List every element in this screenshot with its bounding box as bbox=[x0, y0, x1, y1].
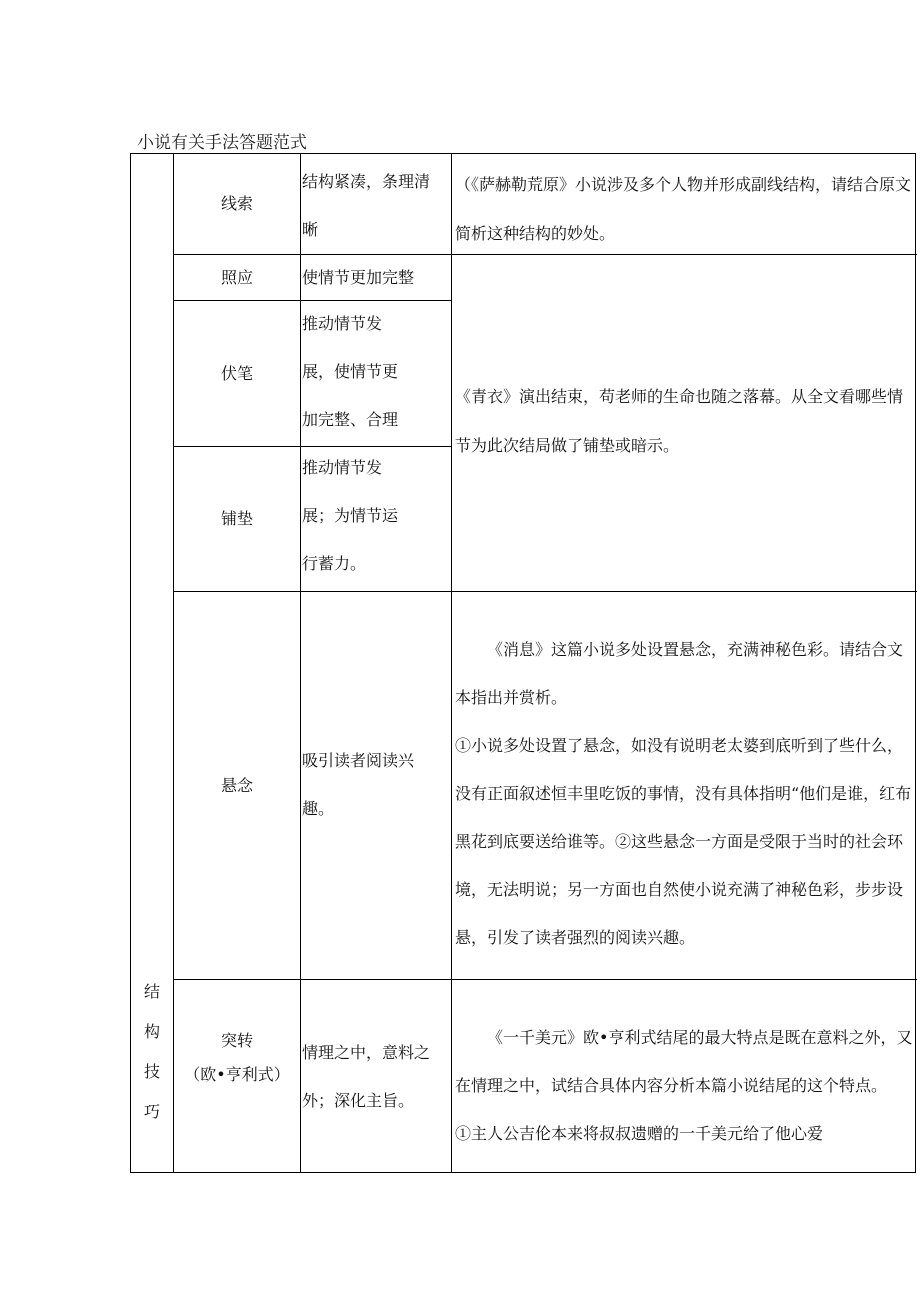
effect-tuzhuan: 情理之中，意料之外；深化主旨。 bbox=[302, 1043, 431, 1110]
term-xuannian: 悬念 bbox=[220, 775, 253, 795]
example-xuannian-question: 《消息》这篇小说多处设置悬念，充满神秘色彩。请结合文本指出并赏析。 bbox=[455, 640, 904, 707]
effect-zhaoying: 使情节更加完整 bbox=[302, 268, 415, 287]
term-xiansuo: 线索 bbox=[220, 194, 253, 213]
effect-pudian: 推动情节发展；为情节运行蓄力。 bbox=[302, 458, 399, 573]
page-title: 小说有关手法答题范式 bbox=[137, 133, 307, 153]
example-xiansuo: （《萨赫勒荒原》小说涉及多个人物并形成副线结构，请结合原文简析这种结构的妙处。 bbox=[455, 175, 912, 243]
techniques-table bbox=[130, 153, 916, 1173]
effect-xuannian: 吸引读者阅读兴趣。 bbox=[302, 751, 415, 818]
example-tuzhuan-answer: ①主人公吉伦本来将叔叔遗赠的一千美元给了他心爱 bbox=[455, 1124, 824, 1143]
example-foreshadowing: 《青衣》演出结束，苟老师的生命也随之落幕。从全文看哪些情节为此次结局做了铺垫或暗示。 bbox=[455, 387, 904, 455]
term-pudian: 铺垫 bbox=[220, 509, 253, 528]
category-label bbox=[131, 972, 173, 1132]
category-char: 巧 bbox=[143, 1102, 160, 1121]
term-tuzhuan-sub: （欧•亨利式） bbox=[184, 1065, 290, 1084]
example-xuannian-answer: ①小说多处设置了悬念，如没有说明老太婆到底听到了些什么，没有正面叙述恒丰里吃饭的事情，没有具体指明“他们是谁，红布黑花到底要送给谁等。②这些悬念一方面是受限于当时的社会环境，无法明说；另一方面也自然使小说充满了神秘色彩，步步设悬，引发了读者强烈的阅读兴趣。 bbox=[455, 736, 912, 947]
category-char: 构 bbox=[143, 1022, 160, 1041]
term-zhaoying: 照应 bbox=[220, 267, 253, 287]
effect-xiansuo: 结构紧凑，条理清晰 bbox=[302, 172, 431, 239]
term-tuzhuan-main: 突转 bbox=[220, 1031, 253, 1050]
term-tuzhuan bbox=[174, 1024, 300, 1092]
category-char: 结 bbox=[143, 982, 160, 1001]
effect-fubi: 推动情节发展，使情节更加完整、合理 bbox=[302, 314, 399, 429]
category-char: 技 bbox=[143, 1062, 160, 1081]
term-fubi: 伏笔 bbox=[220, 363, 253, 383]
example-tuzhuan-question: 《一千美元》欧•亨利式结尾的最大特点是既在意料之外，又在情理之中，试结合具体内容分析本篇小说结尾的这个特点。 bbox=[455, 1028, 913, 1095]
